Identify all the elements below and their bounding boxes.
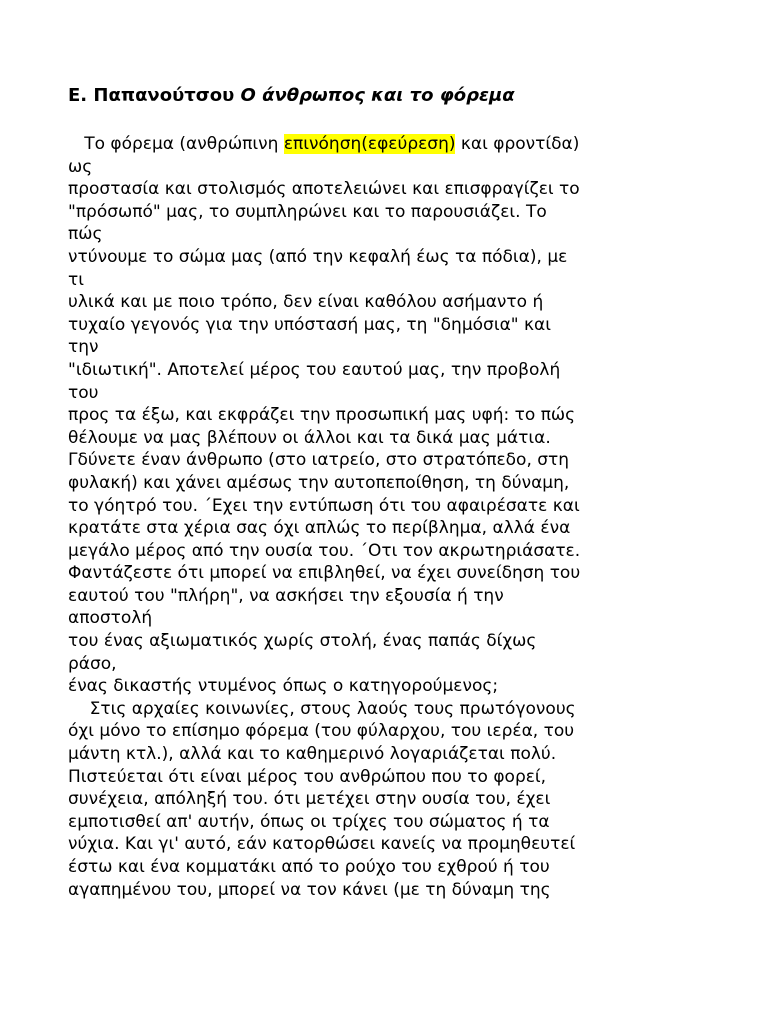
text-line: αγαπημένου του, μπορεί να τον κάνει (με τη δύναμη της bbox=[68, 879, 551, 900]
text-line: θέλουμε να μας βλέπουν οι άλλοι και τα δικά μας μάτια. bbox=[68, 427, 551, 448]
text-line: το γόητρό του. ΄Εχει την εντύπωση ότι του αφαιρέσατε και bbox=[68, 495, 580, 516]
text-line: ένας δικαστής ντυμένος όπως ο κατηγορούμενος; bbox=[68, 676, 499, 697]
title-work: Ο άνθρωπος και το φόρεμα bbox=[240, 85, 515, 106]
document-page bbox=[68, 84, 708, 901]
text-line: Φαντάζεστε ότι μπορεί να επιβληθεί, να έχει συνείδηση του bbox=[68, 563, 581, 584]
text-line: συνέχεια, απόληξή του. ότι μετέχει στην ουσία του, έχει bbox=[68, 789, 551, 810]
text-line: πώς bbox=[68, 224, 103, 245]
first-line-start: Το φόρεμα (ανθρώπινη bbox=[68, 134, 284, 154]
text-line: μεγάλο μέρος από την ουσία του. ΄Οτι τον ακρωτηριάσατε. bbox=[68, 540, 581, 561]
text-line: του bbox=[68, 382, 99, 403]
text-line: εαυτού του "πλήρη", να ασκήσει την εξουσία ή την bbox=[68, 585, 504, 606]
text-line: την bbox=[68, 337, 99, 358]
text-line: του ένας αξιωματικός χωρίς στολή, ένας παπάς δίχως bbox=[68, 631, 537, 652]
text-line: κρατάτε στα χέρια σας όχι απλώς το περίβλημα, αλλά ένα bbox=[68, 518, 571, 539]
title-author: Ε. Παπανούτσου bbox=[68, 85, 241, 106]
text-line: ράσο, bbox=[68, 653, 117, 674]
text-line: Στις αρχαίες κοινωνίες, στους λαούς τους πρωτόγονους bbox=[68, 698, 576, 719]
text-line: αποστολή bbox=[68, 608, 153, 629]
text-line: φυλακή) και χάνει αμέσως την αυτοπεποίθηση, τη δύναμη, bbox=[68, 472, 570, 493]
body-text bbox=[68, 133, 708, 901]
text-line: εμποτισθεί απ' αυτήν, όπως οι τρίχες του σώματος ή τα bbox=[68, 811, 550, 832]
text-line: "πρόσωπό" μας, το συμπληρώνει και το παρουσιάζει. Το bbox=[68, 201, 547, 222]
document-title bbox=[68, 84, 708, 108]
text-line bbox=[68, 133, 708, 156]
text-line: προς τα έξω, και εκφράζει την προσωπική μας υφή: το πώς bbox=[68, 405, 576, 426]
text-line: ντύνουμε το σώμα μας (από την κεφαλή έως τα πόδια), με bbox=[68, 246, 568, 267]
text-line: έστω και ένα κομματάκι από το ρούχο του εχθρού ή του bbox=[68, 857, 550, 877]
text-line: όχι μόνο το επίσημο φόρεμα (του φύλαρχου, του ιερέα, του bbox=[68, 721, 575, 742]
text-line: τυχαίο γεγονός για την υπόστασή μας, τη "δημόσια" και bbox=[68, 314, 551, 335]
text-line: προστασία και στολισμός αποτελειώνει και επισφραγίζει το bbox=[68, 179, 580, 200]
text-line: υλικά και με ποιο τρόπο, δεν είναι καθόλου ασήμαντο ή bbox=[68, 292, 544, 313]
text-line: Γδύνετε έναν άνθρωπο (στο ιατρείο, στο στρατόπεδο, στη bbox=[68, 450, 570, 471]
text-line: Πιστεύεται ότι είναι μέρος του ανθρώπου που το φορεί, bbox=[68, 766, 547, 787]
text-line: μάντη κτλ.), αλλά και το καθημερινό λογαριάζεται πολύ. bbox=[68, 744, 557, 765]
first-line-end: και φροντίδα) bbox=[455, 134, 580, 154]
text-line: τι bbox=[68, 269, 84, 290]
text-line: "ιδιωτική". Αποτελεί μέρος του εαυτού μας, την προβολή bbox=[68, 359, 561, 380]
text-line: νύχια. Και γι' αυτό, εάν κατορθώσει κανείς να προμηθευτεί bbox=[68, 834, 576, 855]
text-line: ως bbox=[68, 156, 93, 177]
highlighted-word: επινόηση(εφεύρεση) bbox=[283, 134, 456, 154]
